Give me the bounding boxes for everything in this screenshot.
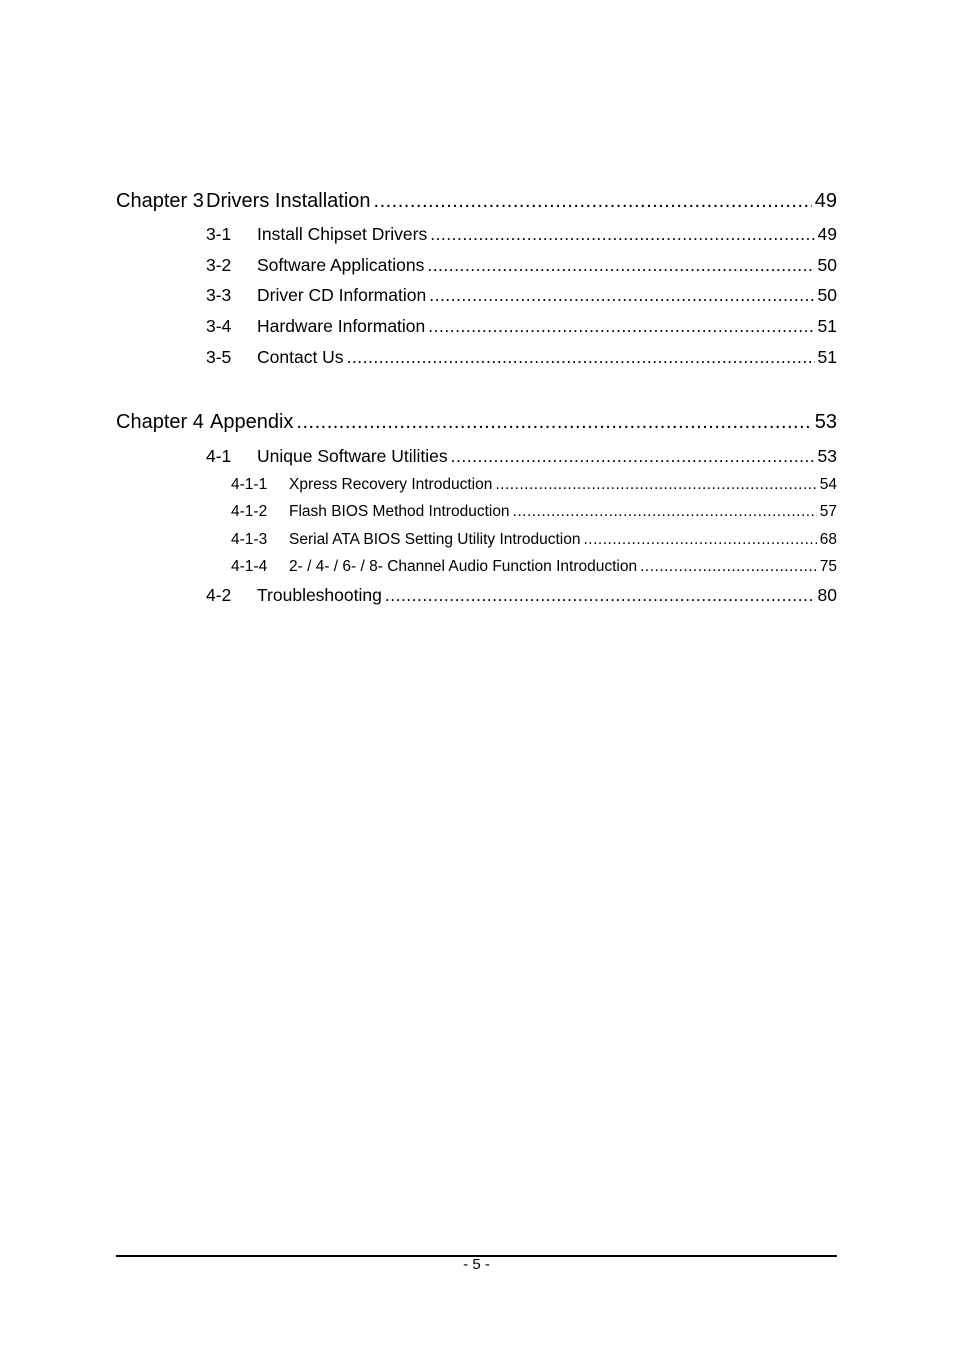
dot-leader (296, 411, 811, 434)
dot-leader (347, 347, 815, 368)
page-ref: 49 (814, 190, 837, 212)
subsection-title: Flash BIOS Method Introduction (289, 503, 510, 520)
dot-leader (513, 503, 817, 521)
dot-leader (428, 316, 814, 337)
page-ref: 53 (814, 411, 837, 433)
dot-leader (495, 476, 816, 494)
section-number: 3-4 (206, 316, 232, 336)
subsection-title: Serial ATA BIOS Setting Utility Introduction (289, 531, 581, 548)
toc-section-4-1[interactable] (206, 446, 837, 467)
subsection-number: 4-1-2 (231, 503, 268, 520)
page-ref: 51 (817, 316, 837, 336)
subsection-title: 2- / 4- / 6- / 8- Channel Audio Function Introduction (289, 558, 638, 575)
chapter-title: Appendix (210, 411, 294, 433)
section-number: 4-2 (206, 585, 232, 605)
dot-leader (385, 585, 815, 606)
section-title: Unique Software Utilities (257, 446, 448, 466)
section-title: Software Applications (257, 255, 425, 275)
section-number: 3-2 (206, 255, 232, 275)
toc-section-3-2[interactable] (206, 255, 837, 276)
toc-chapter-4[interactable] (116, 411, 837, 434)
section-number: 3-5 (206, 347, 232, 367)
toc-section-3-4[interactable] (206, 316, 837, 337)
toc-section-4-2[interactable] (206, 585, 837, 606)
page-ref: 54 (819, 476, 837, 493)
section-title: Hardware Information (257, 316, 426, 336)
chapter-number: Chapter 3 (116, 190, 204, 212)
page-ref: 53 (817, 446, 837, 466)
chapter-title: Drivers Installation (206, 190, 371, 212)
section-number: 3-3 (206, 285, 232, 305)
page-ref: 49 (817, 224, 837, 244)
page-ref: 50 (817, 255, 837, 275)
subsection-number: 4-1-4 (231, 558, 268, 575)
dot-leader (429, 285, 814, 306)
dot-leader (374, 190, 812, 213)
page-number: - 5 - (463, 1256, 490, 1273)
section-title: Troubleshooting (257, 585, 382, 605)
page-ref: 80 (817, 585, 837, 605)
section-number: 3-1 (206, 224, 232, 244)
chapter-number: Chapter 4 (116, 411, 204, 433)
page-ref: 75 (819, 558, 837, 575)
page-ref: 57 (819, 503, 837, 520)
section-number: 4-1 (206, 446, 232, 466)
toc-subsection-4-1-3[interactable] (231, 531, 837, 549)
toc-chapter-3[interactable] (116, 190, 837, 213)
subsection-title: Xpress Recovery Introduction (289, 476, 493, 493)
section-title: Driver CD Information (257, 285, 427, 305)
toc-section-3-5[interactable] (206, 347, 837, 368)
toc-subsection-4-1-1[interactable] (231, 476, 837, 494)
page-ref: 50 (817, 285, 837, 305)
dot-leader (640, 558, 817, 576)
toc-section-3-1[interactable] (206, 224, 837, 245)
dot-leader (427, 255, 814, 276)
dot-leader (451, 446, 815, 467)
page-ref: 68 (819, 531, 837, 548)
toc-section-3-3[interactable] (206, 285, 837, 306)
subsection-number: 4-1-3 (231, 531, 268, 548)
subsection-number: 4-1-1 (231, 476, 268, 493)
page-ref: 51 (817, 347, 837, 367)
toc-subsection-4-1-4[interactable] (231, 558, 837, 576)
section-title: Install Chipset Drivers (257, 224, 428, 244)
dot-leader (583, 531, 816, 549)
toc-subsection-4-1-2[interactable] (231, 503, 837, 521)
dot-leader (430, 224, 814, 245)
section-title: Contact Us (257, 347, 344, 367)
